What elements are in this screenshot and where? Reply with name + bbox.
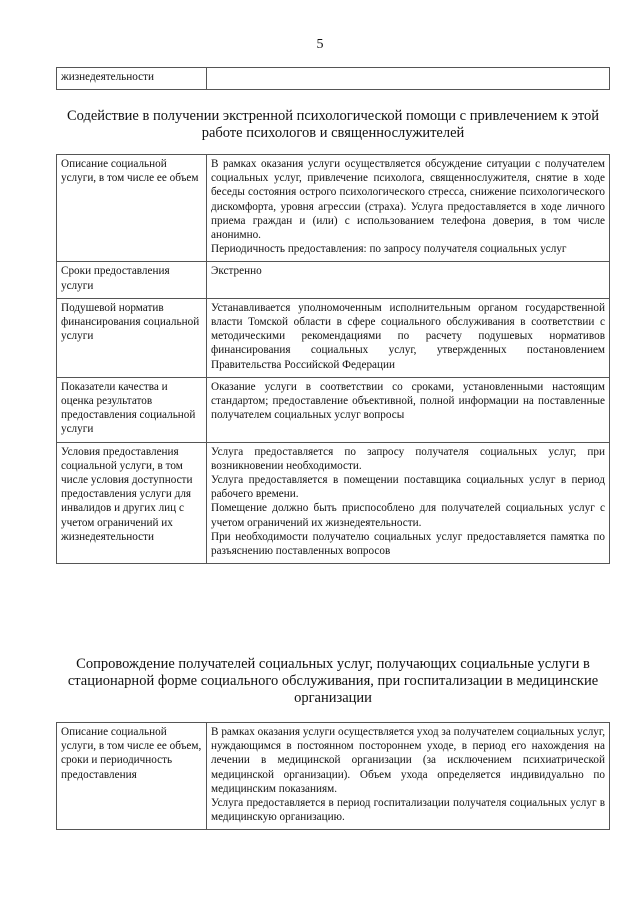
row-content xyxy=(207,155,610,262)
section2-title: Сопровождение получателей социальных услуг, получающих социальные услуги в стационарной форме социального обслуживания, при госпитализации в медицинские организации xyxy=(67,656,599,706)
content-paragraph: Экстренно xyxy=(211,265,262,278)
section1-table xyxy=(56,154,610,564)
row-label: жизнедеятельности xyxy=(57,68,207,90)
table-row xyxy=(57,298,610,377)
row-label: Описание социальной услуги, в том числе ее объем xyxy=(57,155,207,262)
top-table xyxy=(56,67,610,90)
content-paragraph: В рамках оказания услуги осуществляется уход за получателем социальных услуг, нуждающимся в постоянном постороннем уходе, в период его нахождения на лечении в медицинской организации (за исключением психиатрической медицинской организации). Объем ухода определяется индивидуально по медицинским показаниям. xyxy=(211,726,605,795)
row-label: Условия предоставления социальной услуги, в том числе условия доступности предоставления услуги для инвалидов и других лиц с учетом ограничений их жизнедеятельности xyxy=(57,442,207,564)
row-label: Описание социальной услуги, в том числе ее объем, сроки и периодичность предоставления xyxy=(57,723,207,830)
row-content xyxy=(207,298,610,377)
content-paragraph: Периодичность предоставления: по запросу получателя социальных услуг xyxy=(211,243,567,256)
content-paragraph: Помещение должно быть приспособлено для получателей социальных услуг с учетом ограничений их жизнедеятельности. xyxy=(211,502,605,529)
page-number: 5 xyxy=(316,37,324,52)
row-content xyxy=(207,262,610,298)
content-paragraph: Оказание услуги в соответствии со сроками, установленными настоящим стандартом; предоставление объективной, полной информации на поставленные получателем социальных услуг вопросы xyxy=(211,380,605,422)
content-paragraph: Устанавливается уполномоченным исполнительным органом государственной власти Томской области в сфере социального обслуживания в соответствии с методическими рекомендациями по расчету подушевых нормативов финансирования социальных услуг, утвержденных постановлением Правительства Российской Федерации xyxy=(211,301,605,371)
row-label: Сроки предоставления услуги xyxy=(57,262,207,298)
row-content xyxy=(207,377,610,442)
table-row xyxy=(57,155,610,262)
row-content xyxy=(207,723,610,830)
content-paragraph xyxy=(211,70,605,84)
table-row xyxy=(57,262,610,298)
row-content xyxy=(207,442,610,564)
table-row xyxy=(57,442,610,564)
row-content xyxy=(207,68,610,90)
table-row xyxy=(57,723,610,830)
row-label: Показатели качества и оценка результатов предоставления социальной услуги xyxy=(57,377,207,442)
table-row xyxy=(57,68,610,90)
content-paragraph: Услуга предоставляется в помещении поставщика социальных услуг в период рабочего времени. xyxy=(211,474,605,501)
section1-title: Содействие в получении экстренной психологической помощи с привлечением к этой работе психологов и священнослужителей xyxy=(66,108,600,141)
section2-table xyxy=(56,722,610,830)
table-row xyxy=(57,377,610,442)
row-label: Подушевой норматив финансирования социальной услуги xyxy=(57,298,207,377)
content-paragraph: Услуга предоставляется в период госпитализации получателя социальных услуг в медицинскую организацию. xyxy=(211,797,605,824)
content-paragraph: Услуга предоставляется по запросу получателя социальных услуг, при возникновении необходимости. xyxy=(211,445,605,472)
content-paragraph: При необходимости получателю социальных услуг предоставляется памятка по разъяснению поставленных вопросов xyxy=(211,530,605,558)
content-paragraph: В рамках оказания услуги осуществляется обсуждение ситуации с получателем социальных услуг, привлечение психолога, священнослужителя, снятие в ходе беседы состояния острого психологического стресса, снижение психологического дискомфорта, уровня агрессии (страха). Услуга предоставляется в ходе личного приема граждан и (или) с использованием телефона доверия, в том числе анонимно. xyxy=(211,158,605,242)
